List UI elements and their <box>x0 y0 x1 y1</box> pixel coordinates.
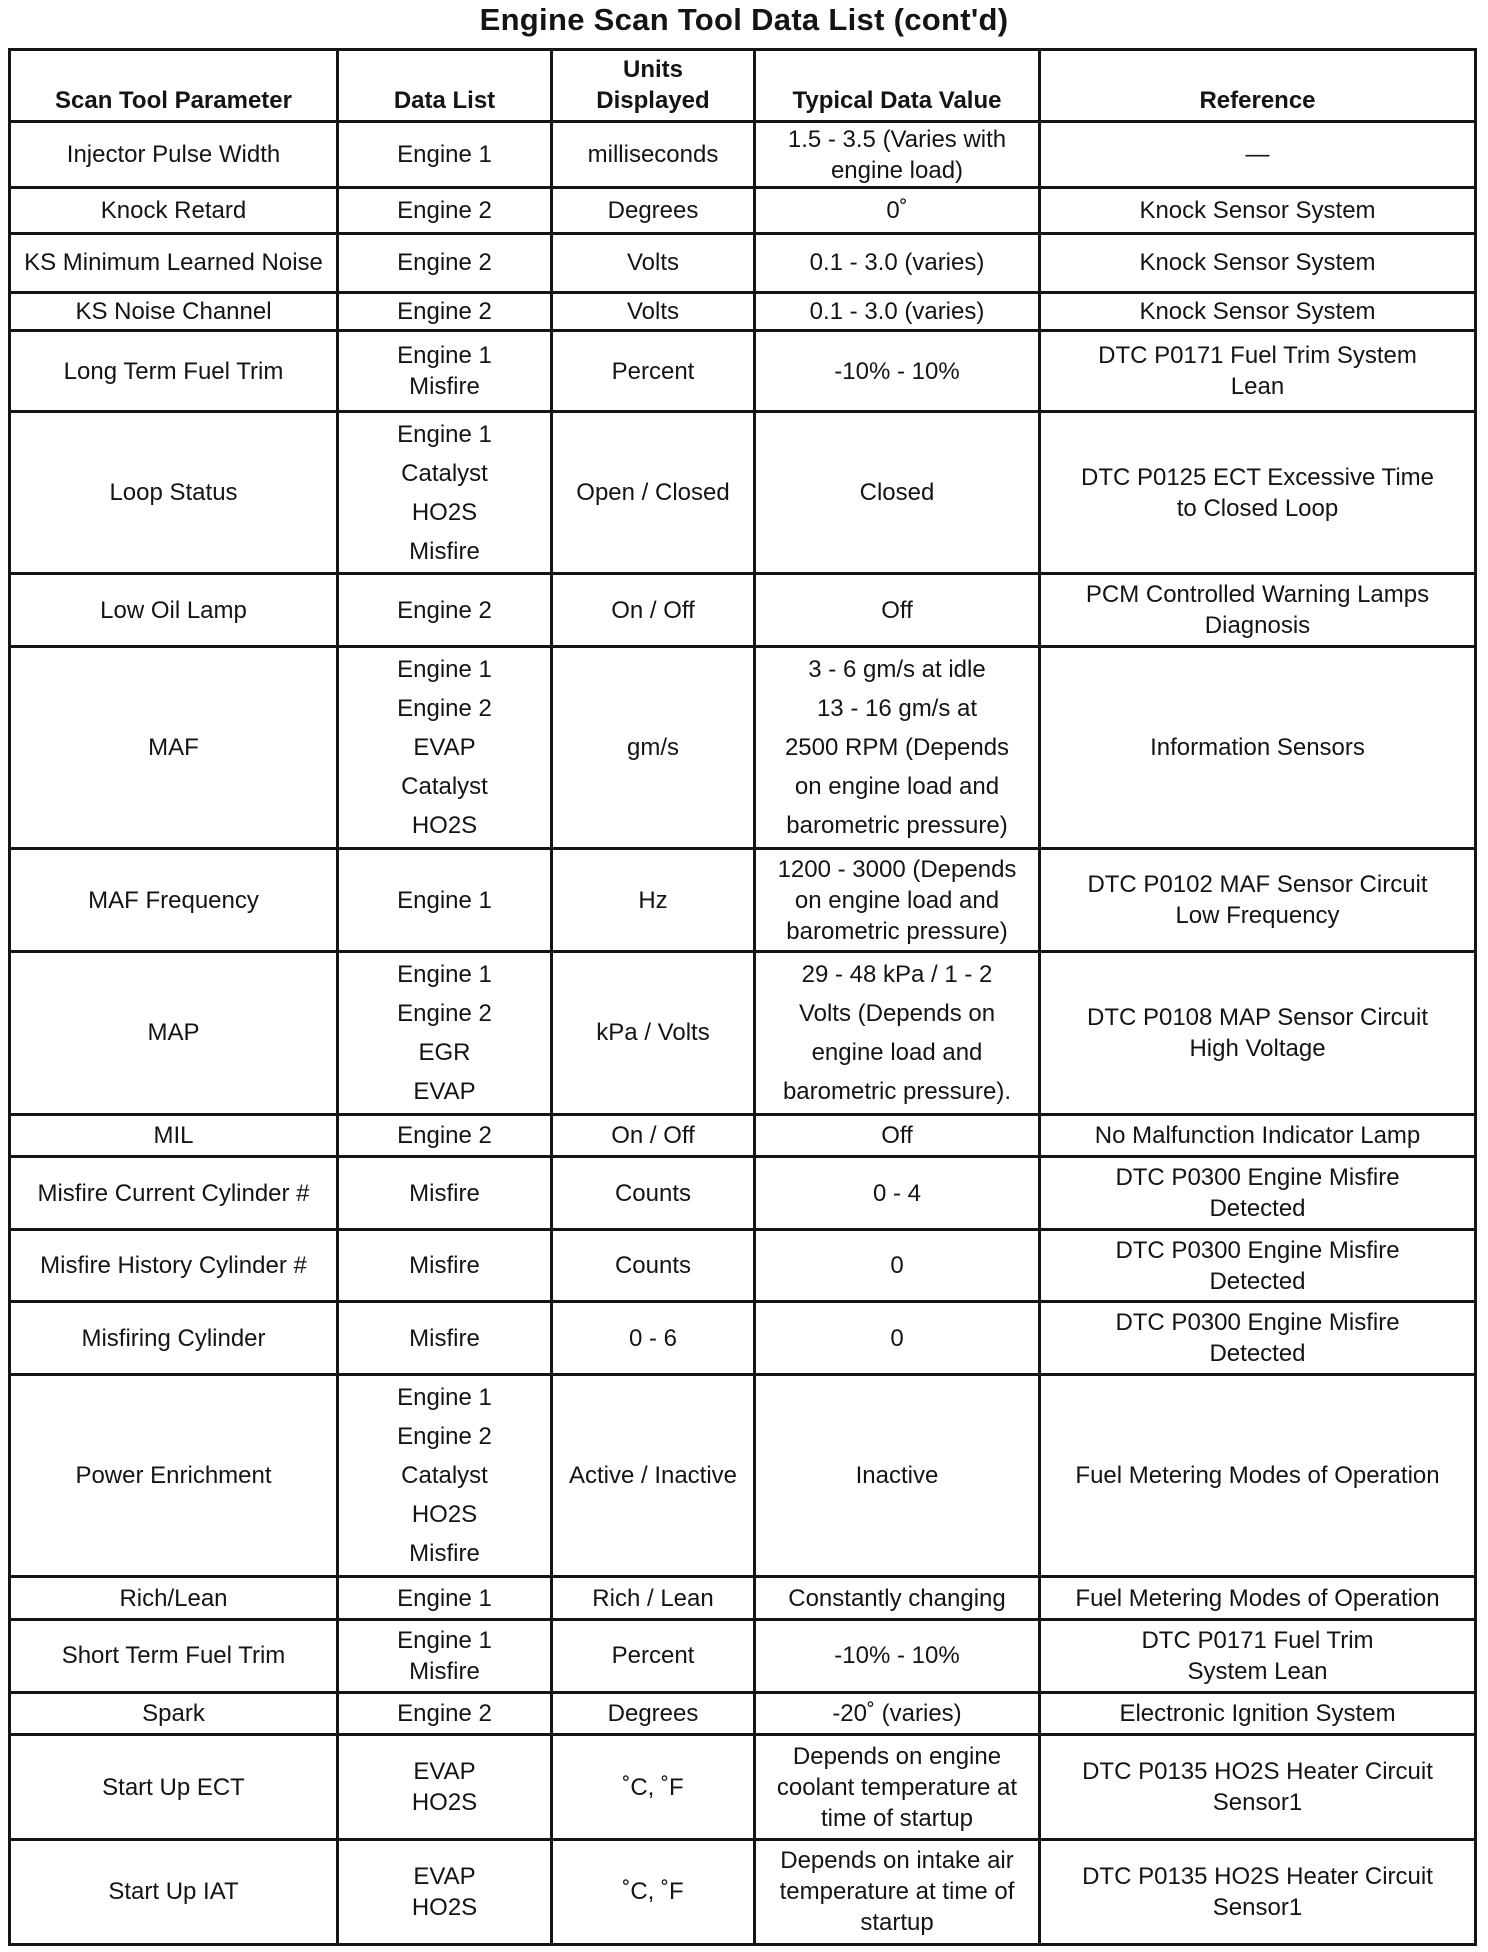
cell-typical-value-line: 0.1 - 3.0 (varies) <box>809 297 985 325</box>
cell-data-list-line: Misfire <box>409 373 480 401</box>
cell-data-list-line: Engine 2 <box>397 197 492 225</box>
cell-reference-line: Electronic Ignition System <box>1119 1700 1396 1728</box>
cell-typical-value-line: time of startup <box>820 1804 974 1832</box>
cell-typical-value <box>755 849 1040 952</box>
cell-data-list <box>338 646 552 848</box>
cell-reference-line: Knock Sensor System <box>1139 197 1376 225</box>
cell-reference-line: DTC P0171 Fuel Trim System <box>1098 342 1417 370</box>
cell-typical-value <box>755 1374 1040 1576</box>
cell-reference-line: Fuel Metering Modes of Operation <box>1075 1584 1440 1612</box>
cell-reference-line: — <box>1245 141 1270 169</box>
cell-reference-line: Diagnosis <box>1204 612 1311 640</box>
cell-reference <box>1040 1577 1476 1620</box>
table-row <box>10 574 1476 647</box>
cell-reference <box>1040 1692 1476 1735</box>
cell-parameter: Misfire Current Cylinder # <box>10 1157 338 1230</box>
cell-typical-value-line: startup <box>860 1909 934 1937</box>
cell-typical-value-line: engine load and <box>811 1038 983 1066</box>
cell-reference-line: DTC P0171 Fuel Trim <box>1141 1626 1374 1654</box>
cell-data-list-line: Engine 2 <box>397 1700 492 1728</box>
cell-typical-value-line: Off <box>881 596 913 624</box>
cell-units: On / Off <box>552 574 755 647</box>
cell-data-list <box>338 1692 552 1735</box>
cell-data-list-line: Engine 2 <box>397 297 492 325</box>
cell-typical-value-line: Off <box>881 1122 913 1150</box>
cell-data-list-line: Misfire <box>409 1252 480 1280</box>
cell-data-list-line: EVAP <box>413 1077 476 1105</box>
cell-data-list-line: HO2S <box>411 1501 478 1529</box>
cell-typical-value <box>755 1692 1040 1735</box>
cell-typical-value <box>755 188 1040 234</box>
cell-parameter: KS Noise Channel <box>10 292 338 331</box>
cell-typical-value-line: barometric pressure). <box>782 1077 1012 1105</box>
cell-data-list-line: Engine 1 <box>397 420 492 448</box>
cell-data-list-line: Engine 1 <box>397 1384 492 1412</box>
cell-reference-line: Sensor1 <box>1212 1893 1303 1921</box>
table-row <box>10 1229 1476 1302</box>
cell-typical-value-line: -10% - 10% <box>834 1642 960 1670</box>
cell-data-list-line: Misfire <box>409 1540 480 1568</box>
table-row <box>10 234 1476 292</box>
cell-typical-value <box>755 952 1040 1114</box>
cell-reference <box>1040 188 1476 234</box>
cell-parameter: Start Up ECT <box>10 1735 338 1839</box>
cell-units: kPa / Volts <box>552 952 755 1114</box>
cell-parameter: Long Term Fuel Trim <box>10 331 338 412</box>
cell-parameter: Misfiring Cylinder <box>10 1302 338 1375</box>
cell-data-list <box>338 188 552 234</box>
cell-data-list-line: Misfire <box>409 1657 480 1685</box>
table-row <box>10 1620 1476 1693</box>
table-row <box>10 1302 1476 1375</box>
cell-typical-value-line: temperature at time of <box>779 1878 1015 1906</box>
cell-units: Percent <box>552 331 755 412</box>
cell-reference-line: Low Frequency <box>1175 902 1340 930</box>
cell-parameter: Rich/Lean <box>10 1577 338 1620</box>
cell-data-list-line: Misfire <box>409 537 480 565</box>
header-scan-tool-parameter: Scan Tool Parameter <box>10 50 338 122</box>
cell-data-list <box>338 1735 552 1839</box>
cell-units: Active / Inactive <box>552 1374 755 1576</box>
cell-typical-value <box>755 331 1040 412</box>
cell-data-list-line: HO2S <box>411 498 478 526</box>
cell-data-list-line: EVAP <box>413 1862 476 1890</box>
cell-typical-value <box>755 646 1040 848</box>
cell-typical-value <box>755 292 1040 331</box>
cell-units: On / Off <box>552 1114 755 1157</box>
table-header-row <box>10 50 1476 122</box>
cell-reference-line: Knock Sensor System <box>1139 297 1376 325</box>
table-row <box>10 1839 1476 1944</box>
cell-reference-line: High Voltage <box>1189 1034 1326 1062</box>
cell-data-list-line: Engine 2 <box>397 596 492 624</box>
table-row <box>10 1692 1476 1735</box>
cell-data-list <box>338 1839 552 1944</box>
table-row <box>10 1114 1476 1157</box>
table-row <box>10 1374 1476 1576</box>
cell-data-list-line: Misfire <box>409 1179 480 1207</box>
header-units-line2: Displayed <box>596 87 710 114</box>
cell-reference <box>1040 234 1476 292</box>
cell-typical-value-line: 29 - 48 kPa / 1 - 2 <box>801 960 993 988</box>
cell-reference <box>1040 574 1476 647</box>
cell-reference-line: Detected <box>1209 1340 1306 1368</box>
table-row <box>10 1157 1476 1230</box>
cell-units: ˚C, ˚F <box>552 1735 755 1839</box>
cell-typical-value-line: -20˚ (varies) <box>832 1700 962 1728</box>
cell-typical-value-line: Constantly changing <box>788 1584 1006 1612</box>
cell-data-list-line: EVAP <box>413 733 476 761</box>
cell-reference <box>1040 1302 1476 1375</box>
cell-typical-value <box>755 1114 1040 1157</box>
cell-data-list-line: Catalyst <box>401 772 488 800</box>
cell-typical-value-line: 0.1 - 3.0 (varies) <box>809 249 985 277</box>
table-row <box>10 1735 1476 1839</box>
cell-typical-value <box>755 1735 1040 1839</box>
table-row <box>10 188 1476 234</box>
cell-data-list-line: Engine 2 <box>397 1423 492 1451</box>
cell-typical-value-line: 13 - 16 gm/s at <box>816 694 978 722</box>
cell-typical-value-line: coolant temperature at <box>776 1773 1018 1801</box>
cell-reference <box>1040 1157 1476 1230</box>
cell-reference <box>1040 292 1476 331</box>
cell-typical-value <box>755 1577 1040 1620</box>
cell-units: Counts <box>552 1229 755 1302</box>
cell-units: ˚C, ˚F <box>552 1839 755 1944</box>
cell-typical-value-line: engine load) <box>830 156 964 184</box>
cell-typical-value-line: 1200 - 3000 (Depends <box>777 855 1017 883</box>
cell-reference-line: DTC P0300 Engine Misfire <box>1115 1164 1400 1192</box>
cell-reference <box>1040 952 1476 1114</box>
cell-typical-value <box>755 412 1040 574</box>
cell-reference-line: to Closed Loop <box>1176 494 1339 522</box>
cell-reference-line: DTC P0108 MAP Sensor Circuit <box>1086 1003 1428 1031</box>
cell-data-list-line: Engine 1 <box>397 886 492 914</box>
cell-typical-value-line: 0˚ <box>886 197 908 225</box>
cell-reference <box>1040 849 1476 952</box>
cell-data-list <box>338 1229 552 1302</box>
cell-units: Hz <box>552 849 755 952</box>
cell-reference-line: DTC P0102 MAF Sensor Circuit <box>1087 871 1428 899</box>
cell-typical-value-line: Inactive <box>855 1462 939 1490</box>
cell-typical-value-line: barometric pressure) <box>786 811 1008 839</box>
cell-data-list-line: Engine 1 <box>397 655 492 683</box>
cell-units: Volts <box>552 234 755 292</box>
cell-typical-value <box>755 1302 1040 1375</box>
cell-data-list <box>338 292 552 331</box>
cell-units: Counts <box>552 1157 755 1230</box>
cell-parameter: Knock Retard <box>10 188 338 234</box>
cell-typical-value-line: Depends on engine <box>792 1742 1002 1770</box>
cell-data-list-line: Engine 2 <box>397 1122 492 1150</box>
table-row <box>10 122 1476 188</box>
cell-typical-value <box>755 234 1040 292</box>
table-row <box>10 1577 1476 1620</box>
table-row <box>10 646 1476 848</box>
cell-parameter: Injector Pulse Width <box>10 122 338 188</box>
header-units-line1: Units <box>623 56 683 83</box>
cell-parameter: KS Minimum Learned Noise <box>10 234 338 292</box>
cell-reference <box>1040 1735 1476 1839</box>
cell-data-list <box>338 849 552 952</box>
cell-reference-line: DTC P0300 Engine Misfire <box>1115 1309 1400 1337</box>
cell-reference-line: DTC P0135 HO2S Heater Circuit <box>1082 1862 1433 1890</box>
cell-data-list-line: HO2S <box>411 811 478 839</box>
cell-typical-value-line: 1.5 - 3.5 (Varies with <box>787 125 1007 153</box>
cell-typical-value-line: on engine load and <box>794 772 1000 800</box>
cell-units: milliseconds <box>552 122 755 188</box>
cell-reference-line: DTC P0135 HO2S Heater Circuit <box>1082 1758 1433 1786</box>
header-data-list: Data List <box>338 50 552 122</box>
cell-reference <box>1040 122 1476 188</box>
cell-data-list-line: Engine 2 <box>397 694 492 722</box>
cell-data-list <box>338 1577 552 1620</box>
cell-data-list <box>338 331 552 412</box>
cell-data-list-line: EGR <box>418 1038 471 1066</box>
cell-data-list <box>338 1157 552 1230</box>
cell-data-list-line: Engine 1 <box>397 342 492 370</box>
cell-units: Degrees <box>552 188 755 234</box>
cell-units: Percent <box>552 1620 755 1693</box>
cell-typical-value-line: on engine load and <box>794 886 1000 914</box>
cell-reference-line: Knock Sensor System <box>1139 249 1376 277</box>
cell-data-list-line: Engine 1 <box>397 1584 492 1612</box>
cell-data-list-line: Engine 1 <box>397 1626 492 1654</box>
table-row <box>10 412 1476 574</box>
cell-reference <box>1040 1839 1476 1944</box>
table-row <box>10 849 1476 952</box>
cell-parameter: Short Term Fuel Trim <box>10 1620 338 1693</box>
cell-reference <box>1040 1229 1476 1302</box>
scan-tool-data-table <box>8 48 1477 1946</box>
cell-typical-value-line: 0 <box>890 1252 904 1280</box>
cell-parameter: MAP <box>10 952 338 1114</box>
cell-data-list <box>338 1302 552 1375</box>
cell-data-list <box>338 952 552 1114</box>
cell-typical-value-line: Depends on intake air <box>780 1847 1014 1875</box>
cell-data-list-line: Engine 1 <box>397 960 492 988</box>
header-reference: Reference <box>1040 50 1476 122</box>
cell-units: Degrees <box>552 1692 755 1735</box>
cell-data-list <box>338 234 552 292</box>
cell-reference <box>1040 412 1476 574</box>
cell-units: 0 - 6 <box>552 1302 755 1375</box>
cell-data-list <box>338 574 552 647</box>
cell-typical-value-line: 0 - 4 <box>872 1179 922 1207</box>
cell-data-list-line: Engine 2 <box>397 999 492 1027</box>
cell-typical-value <box>755 122 1040 188</box>
cell-parameter: MAF <box>10 646 338 848</box>
cell-units: Open / Closed <box>552 412 755 574</box>
cell-reference-line: System Lean <box>1187 1657 1328 1685</box>
cell-parameter: Loop Status <box>10 412 338 574</box>
cell-data-list-line: HO2S <box>411 1893 478 1921</box>
table-row <box>10 331 1476 412</box>
cell-units: gm/s <box>552 646 755 848</box>
table-row <box>10 952 1476 1114</box>
cell-typical-value <box>755 1157 1040 1230</box>
table-body <box>10 122 1476 1945</box>
cell-data-list-line: EVAP <box>413 1758 476 1786</box>
cell-parameter: MIL <box>10 1114 338 1157</box>
header-units-displayed <box>552 50 755 122</box>
cell-typical-value <box>755 1620 1040 1693</box>
cell-typical-value-line: -10% - 10% <box>834 357 960 385</box>
cell-data-list <box>338 122 552 188</box>
cell-typical-value <box>755 1229 1040 1302</box>
cell-reference <box>1040 1620 1476 1693</box>
cell-typical-value-line: 2500 RPM (Depends <box>784 733 1010 761</box>
cell-typical-value-line: Closed <box>859 479 935 507</box>
cell-data-list-line: Engine 2 <box>397 249 492 277</box>
cell-typical-value-line: Volts (Depends on <box>798 999 996 1027</box>
cell-data-list <box>338 1620 552 1693</box>
cell-reference-line: Fuel Metering Modes of Operation <box>1075 1462 1440 1490</box>
cell-reference-line: Detected <box>1209 1267 1306 1295</box>
cell-parameter: Spark <box>10 1692 338 1735</box>
cell-parameter: MAF Frequency <box>10 849 338 952</box>
cell-parameter: Start Up IAT <box>10 1839 338 1944</box>
cell-parameter: Low Oil Lamp <box>10 574 338 647</box>
cell-typical-value-line: 0 <box>890 1324 904 1352</box>
cell-parameter: Misfire History Cylinder # <box>10 1229 338 1302</box>
cell-reference-line: Detected <box>1209 1195 1306 1223</box>
cell-data-list <box>338 412 552 574</box>
cell-reference-line: Lean <box>1230 373 1285 401</box>
cell-data-list-line: HO2S <box>411 1789 478 1817</box>
header-typical-data-value: Typical Data Value <box>755 50 1040 122</box>
cell-data-list-line: Catalyst <box>401 1462 488 1490</box>
cell-parameter: Power Enrichment <box>10 1374 338 1576</box>
cell-reference-line: No Malfunction Indicator Lamp <box>1094 1122 1421 1150</box>
cell-typical-value <box>755 574 1040 647</box>
table-row <box>10 292 1476 331</box>
cell-data-list-line: Engine 1 <box>397 141 492 169</box>
cell-units: Volts <box>552 292 755 331</box>
cell-reference <box>1040 331 1476 412</box>
cell-reference-line: Sensor1 <box>1212 1789 1303 1817</box>
cell-data-list <box>338 1114 552 1157</box>
cell-reference-line: PCM Controlled Warning Lamps <box>1085 581 1430 609</box>
cell-reference-line: DTC P0300 Engine Misfire <box>1115 1236 1400 1264</box>
cell-typical-value <box>755 1839 1040 1944</box>
cell-data-list-line: Misfire <box>409 1324 480 1352</box>
cell-reference <box>1040 646 1476 848</box>
cell-typical-value-line: barometric pressure) <box>786 917 1008 945</box>
cell-data-list <box>338 1374 552 1576</box>
cell-reference-line: Information Sensors <box>1150 733 1365 761</box>
cell-typical-value-line: 3 - 6 gm/s at idle <box>808 655 986 683</box>
page-title: Engine Scan Tool Data List (cont'd) <box>479 2 1009 37</box>
cell-reference <box>1040 1114 1476 1157</box>
cell-reference-line: DTC P0125 ECT Excessive Time <box>1080 463 1434 491</box>
cell-reference <box>1040 1374 1476 1576</box>
cell-data-list-line: Catalyst <box>401 459 488 487</box>
cell-units: Rich / Lean <box>552 1577 755 1620</box>
